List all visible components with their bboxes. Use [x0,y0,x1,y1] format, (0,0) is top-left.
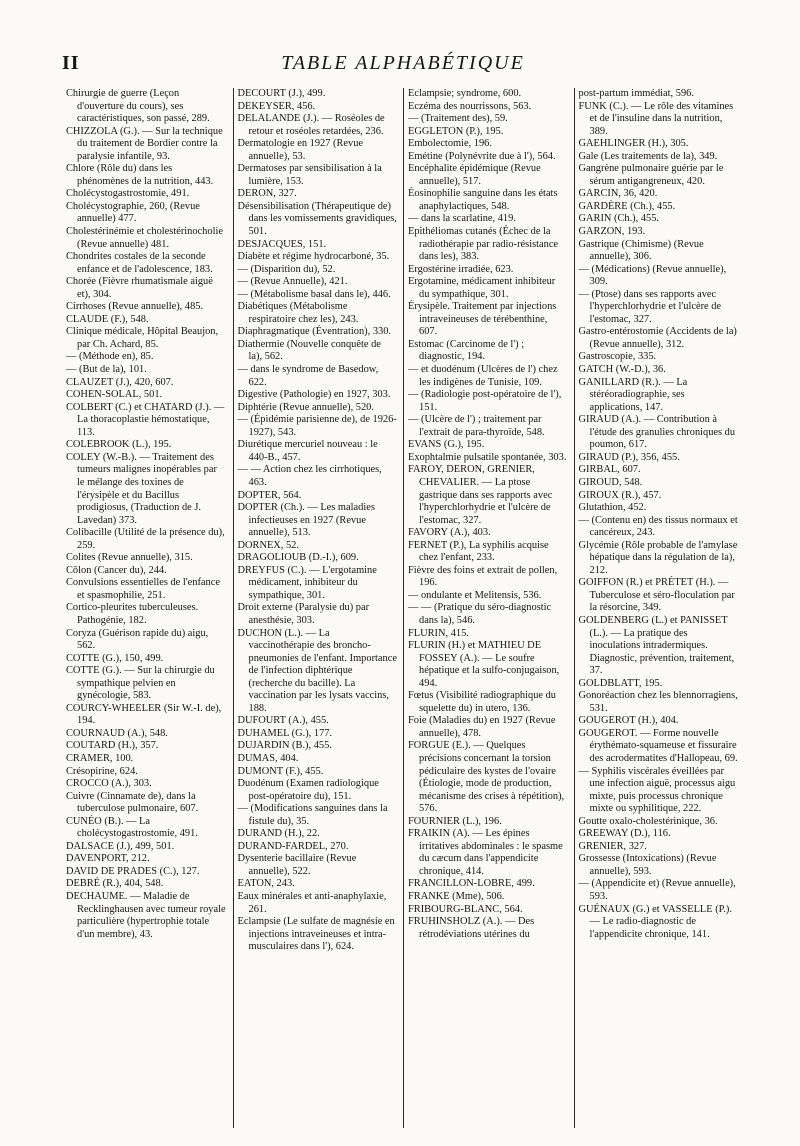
index-entry: FLURIN, 415. [408,627,469,639]
index-entry: GAEHLINGER (H.), 305. [578,138,689,150]
index-entry: DUJARDIN (B.), 455. [237,740,332,752]
index-entry: Cortico-pleurites tuberculeuses. Pathogénie, 182. [66,602,199,626]
index-entry: Éosinophilie sanguine dans les états anaphylactiques, 548. [408,188,558,212]
index-entry: Droit externe (Paralysie du) par anesthésie, 303. [237,602,370,626]
index-entry: GATCH (W.-D.), 36. [578,364,666,376]
index-entry: Glycémie (Rôle probable de l'amylase hépatique dans la régulation de la), 212. [578,539,738,576]
index-entry: EGGLETON (P.), 195. [408,125,504,137]
index-entry: DREYFUS (C.). — L'ergotamine médicament, inhibiteur du sympathique, 301. [237,564,377,601]
index-entry: Gastroscopie, 335. [578,351,657,363]
index-entry: Convulsions essentielles de l'enfance et spasmophilie, 251. [66,577,220,601]
index-entry: GIROUD, 548. [578,476,643,488]
index-entry: Diaphragmatique (Éventration), 330. [237,326,392,338]
index-entry: Chondrites costales de la seconde enfance et de l'adolescence, 183. [66,251,213,275]
index-entry: DUCHON (L.). — La vaccinothérapie des broncho-pneumonies de l'enfant. Importance de l'infection diphtérique (recherche du bacille). La vaccination par les lysats vaccins, 188. [237,627,397,714]
index-entry: Diabétiques (Métabolisme respiratoire chez les), 243. [237,301,359,325]
index-entry: Érysipèle. Traitement par injections intraveineuses de térébenthine, 607. [408,301,557,338]
index-entry: Cirrhoses (Revue annuelle), 485. [66,301,204,313]
index-entry: — (Méthode en), 85. [66,351,154,363]
index-entry: DERON, 327. [237,188,297,200]
index-entry: GRENIER, 327. [578,840,647,852]
index-entry: DEKEYSER, 456. [237,100,316,112]
index-entry: FRAIKIN (A). — Les épines irritatives abdominales : le spasme du cæcum dans l'appendicite chronique, 414. [408,828,563,877]
index-entry: COUTARD (H.), 357. [66,740,159,752]
index-entry: DUMONT (F.), 455. [237,765,324,777]
index-entry: — (Traitement des), 59. [408,113,508,125]
index-entry: DUFOURT (A.), 455. [237,715,329,727]
index-entry: Gastro-entérostomie (Accidents de la) (Revue annuelle), 312. [578,326,737,350]
index-entry: Diurétique mercuriel nouveau : le 440-B., 457. [237,439,378,463]
index-entry: Cholécystographie, 260, (Revue annuelle) 477. [66,200,200,225]
index-entry: GANILLARD (R.). — La stéréoradiographie, ses applications, 147. [578,376,688,413]
index-entry: — — (Pratique du séro-diagnostic dans la), 546. [408,602,552,626]
index-entry: GARDÈRE (Ch.), 455. [578,200,676,212]
index-entry: FLURIN (H.) et MATHIEU DE FOSSEY (A.). — Le soufre hépatique et la sulfo-conjugaison, 494. [408,640,560,689]
index-entry: CROCCO (A.), 303. [66,778,152,790]
index-entry: COURCY-WHEELER (Sir W.-I. de), 194. [66,702,222,727]
page-number: II [62,52,80,74]
index-entry: CUNÉO (B.). — La cholécystogastrostomie, 491. [66,815,198,840]
index-entry: Epithéliomas cutanés (Échec de la radiothérapie par radio-résistance dans les), 383. [408,226,559,263]
index-entry: — — Action chez les cirrhotiques, 463. [237,464,382,488]
index-entry: Estomac (Carcinome de l') ; diagnostic, 194. [408,338,525,363]
index-entry: DESJACQUES, 151. [237,238,327,250]
index-entry: GIRAUD (A.). — Contribution à l'étude des granulies chroniques du poumon, 617. [578,414,736,451]
index-entry: Eczéma des nourrissons, 563. [408,100,532,112]
index-entry: Grossesse (Intoxications) (Revue annuelle), 593. [578,853,717,877]
index-entry: DORNEX, 52. [237,539,299,551]
index-entry: DURAND-FARDEL, 270. [237,840,349,852]
index-entry: — (Métabolisme basal dans le), 446. [237,288,391,300]
index-entry: — Syphilis viscérales éveillées par une infection aiguë, processus aigu mixte, puis processus chronique mixte ou syphilitique, 222. [578,765,736,815]
index-entry: Diabète et régime hydrocarboné, 35. [237,251,390,263]
index-entry: Exophtalmie pulsatile spontanée, 303. [408,451,567,463]
index-entry: Côlon (Cancer du), 244. [66,564,167,576]
index-entry: GIROUX (R.), 457. [578,489,662,501]
index-entry: Ergostérine irradiée, 623. [408,263,514,275]
index-entry: Foie (Maladies du) en 1927 (Revue annuelle), 478. [408,715,556,739]
index-entry: GOLDBLATT, 195. [578,677,663,689]
index-entry: DOPTER (Ch.). — Les maladies infectieuses en 1927 (Revue annuelle), 513. [237,502,375,539]
index-entry: FRANCILLON-LOBRE, 499. [408,878,535,890]
index-entry: DELALANDE (J.). — Roséoles de retour et roséoles retardées, 236. [237,113,385,137]
index-entry: Désensibilisation (Thérapeutique de) dans les vomissements gravidiques, 501. [237,200,397,238]
index-entry: FERNET (P.), La syphilis acquise chez l'enfant, 233. [408,539,549,564]
index-entry: Colites (Revue annuelle), 315. [66,552,193,564]
index-entry: FUNK (C.). — Le rôle des vitamines et de l'insuline dans la nutrition, 389. [578,100,734,137]
index-entry: Chorée (Fièvre rhumatismale aiguë et), 304. [66,276,213,300]
index-entry: GARIN (Ch.), 455. [578,213,660,225]
index-entry: Encéphalite épidémique (Revue annuelle), 517. [408,163,541,187]
index-entry: CRAMER, 100. [66,752,134,764]
index-entry: — dans le syndrome de Basedow, 622. [237,364,379,388]
index-entry: Gastrique (Chimisme) (Revue annuelle), 306. [578,238,704,263]
index-entry: — (Épidémie parisienne de), de 1926-1927), 543. [237,414,397,438]
index-entry: post-partum immédiat, 596. [578,88,694,99]
index-entry: Dermatologie en 1927 (Revue annuelle), 53. [237,138,364,162]
index-entry: FORGUE (E.). — Quelques précisions concernant la torsion pédiculaire des kystes de l'ovaire (Étiologie, mode de production, mécanisme des crises à répétition), 576. [408,740,565,815]
index-entry: — et duodénum (Ulcères de l') chez les indigènes de Tunisie, 109. [408,364,558,388]
index-entry: GARZON, 193. [578,226,646,238]
index-entry: Fièvre des foins et extrait de pollen, 196. [408,564,558,589]
index-entry: DAVID DE PRADES (C.), 127. [66,865,200,877]
page-header [62,52,744,82]
index-columns [62,88,744,1128]
index-column-2 [233,88,404,1128]
index-entry: FRANKE (Mme), 506. [408,891,505,902]
index-entry: Digestive (Pathologie) en 1927, 303. [237,389,391,401]
index-entry: CHIZZOLA (G.). — Sur la technique du traitement de Bordier contre la paralysie infantile, 93. [66,125,223,162]
index-entry: Chirurgie de guerre (Leçon d'ouverture du cours), ses caractéristiques, son passé, 289. [66,88,210,125]
index-entry: — (Ptose) dans ses rapports avec l'hyperchlorhydrie et l'ulcère de l'estomac, 327. [578,288,722,325]
index-entry: — (Radiologie post-opératoire de l'), 151. [408,389,562,413]
index-entry: GIRAUD (P.), 356, 455. [578,451,680,463]
index-entry: COTTE (G.), 150, 499. [66,652,164,664]
index-entry: GOUGEROT. — Forme nouvelle érythémato-squameuse et fissuraire des acrodermatites d'Hallopeau, 69. [578,727,738,764]
index-column-3 [403,88,574,1128]
index-entry: FRIBOURG-BLANC, 564. [408,903,523,915]
index-entry: GARCIN, 36, 420. [578,188,658,200]
index-entry: Chlore (Rôle du) dans les phénomènes de la nutrition, 443. [66,163,214,187]
index-entry: COLEBROOK (L.), 195. [66,439,172,451]
index-entry: Cholestérinémie et cholestérinocholie (Revue annuelle) 481. [66,226,223,250]
index-entry: — ondulante et Melitensis, 536. [408,589,542,601]
index-entry: — (Médications) (Revue annuelle), 309. [578,263,727,288]
index-entry: Gonoréaction chez les blennorragiens, 531. [578,690,738,714]
index-entry: DALSACE (J.), 499, 501. [66,840,175,852]
index-entry: CLAUZET (J.), 420, 607. [66,376,174,388]
index-entry: GUÉNAUX (G.) et VASSELLE (P.). — Le radio-diagnostic de l'appendicite chronique, 141. [578,903,732,940]
index-entry: Fœtus (Visibilité radiographique du squelette du) in utero, 136. [408,690,557,714]
index-entry: — (Disparition du), 52. [237,263,336,275]
index-entry: EATON, 243. [237,878,295,890]
index-entry: Gale (Les traitements de la), 349. [578,150,718,162]
index-entry: Dysenterie bacillaire (Revue annuelle), 522. [237,853,357,877]
index-entry: GOLDENBERG (L.) et PANISSET (L.). — La pratique des inoculations intradermiques. Diagnostic, prévention, traitement, 37. [578,614,735,677]
index-entry: Diphtérie (Revue annuelle), 520. [237,401,374,413]
index-entry: DOPTER, 564. [237,489,302,501]
index-entry: Goutte oxalo-cholestérinique, 36. [578,815,718,827]
index-entry: Crésopirine, 624. [66,765,138,777]
index-entry: — (Contenu en) des tissus normaux et cancéreux, 243. [578,514,738,539]
index-entry: Gangrène pulmonaire guérie par le sérum antigangreneux, 420. [578,163,724,187]
index-entry: FAVORY (A.), 403. [408,527,491,539]
index-entry: GIRBAL, 607. [578,464,641,476]
index-entry: COLEY (W.-B.). — Traitement des tumeurs malignes inopérables par le mélange des toxines de l'érysipèle et du Bacillus prodigiosus, (Traduction de J. Lavedan) 373. [66,451,217,526]
index-entry: GREEWAY (D.), 116. [578,828,671,840]
index-entry: — (Appendicite et) (Revue annuelle), 593. [578,878,736,902]
index-entry: FOURNIER (L.), 196. [408,815,502,827]
index-column-1 [62,88,233,1128]
index-entry: GOIFFON (R.) et PRÉTET (H.). — Tuberculose et séro-floculation par la résorcine, 349. [578,577,735,614]
index-entry: — (But de la), 101. [66,364,147,376]
running-title: TABLE ALPHABÉTIQUE [281,52,525,74]
index-entry: COLBERT (C.) et CHATARD (J.). — La thoracoplastie hémostatique, 113. [66,401,225,438]
index-entry: Ergotamine, médicament inhibiteur du sympathique, 301. [408,276,556,300]
index-entry: COTTE (G.). — Sur la chirurgie du sympathique pelvien en gynécologie, 583. [66,665,215,702]
index-entry: DUMAS, 404. [237,752,299,764]
index-entry: COHEN-SOLAL, 501. [66,389,163,401]
index-entry: Eclampsie; syndrome, 600. [408,88,522,99]
index-entry: DAVENPORT, 212. [66,853,150,865]
index-entry: COURNAUD (A.), 548. [66,727,168,739]
index-entry: — (Ulcère de l') ; traitement par l'extrait de para-thyroïde, 548. [408,414,545,438]
index-entry: Colibacille (Utilité de la présence du), 259. [66,527,225,551]
index-entry: DECOURT (J.), 499. [237,88,326,99]
index-entry: Clinique médicale, Hôpital Beaujon, par Ch. Achard, 85. [66,326,219,350]
index-entry: — dans la scarlatine, 419. [408,213,516,225]
index-entry: FAROY, DERON, GRENIER, CHEVALIER. — La ptose gastrique dans ses rapports avec l'hyperchlorhydrie et l'ulcère de l'estomac, 327. [408,464,553,526]
index-entry: GOUGEROT (H.), 404. [578,715,679,727]
index-entry: DUHAMEL (G.), 177. [237,727,333,739]
index-entry: Embolectomie, 196. [408,138,492,150]
index-entry: Duodénum (Examen radiologique post-opératoire du), 151. [237,778,379,802]
index-entry: DRAGOLIOUB (D.-I.), 609. [237,552,359,564]
index-entry: — (Modifications sanguines dans la fistule du), 35. [237,803,388,827]
index-entry: DEBRÉ (R.), 404, 548. [66,878,164,890]
index-column-4 [574,88,745,1128]
index-entry: EVANS (G.), 195. [408,439,485,451]
index-entry: Emétine (Polynévrite due à l'), 564. [408,150,556,162]
index-entry: DECHAUME. — Maladie de Recklinghausen avec tumeur royale particulière (hypertrophie totale d'un membre), 43. [66,891,226,940]
index-entry: Coryza (Guérison rapide du) aigu, 562. [66,627,209,652]
index-entry: Cholécystogastrostomie, 491. [66,188,190,200]
index-entry: — (Revue Annuelle), 421. [237,276,348,288]
index-entry: Dermatoses par sensibilisation à la lumière, 153. [237,163,382,187]
index-entry: Eclampsie (Le sulfate de magnésie en injections intraveineuses et intra-musculaires dans l'), 624. [237,916,395,953]
index-entry: Diathermie (Nouvelle conquête de la), 562. [237,338,381,363]
index-entry: DURAND (H.), 22. [237,828,320,840]
index-entry: Glutathion, 452. [578,502,647,514]
index-entry: CLAUDE (F.), 548. [66,313,149,325]
index-entry: Cuivre (Cinnamate de), dans la tuberculose pulmonaire, 607. [66,790,199,815]
index-entry: Eaux minérales et anti-anaphylaxie, 261. [237,891,387,915]
index-entry: FRUHINSHOLZ (A.). — Des rétrodéviations utérines du [408,916,535,940]
